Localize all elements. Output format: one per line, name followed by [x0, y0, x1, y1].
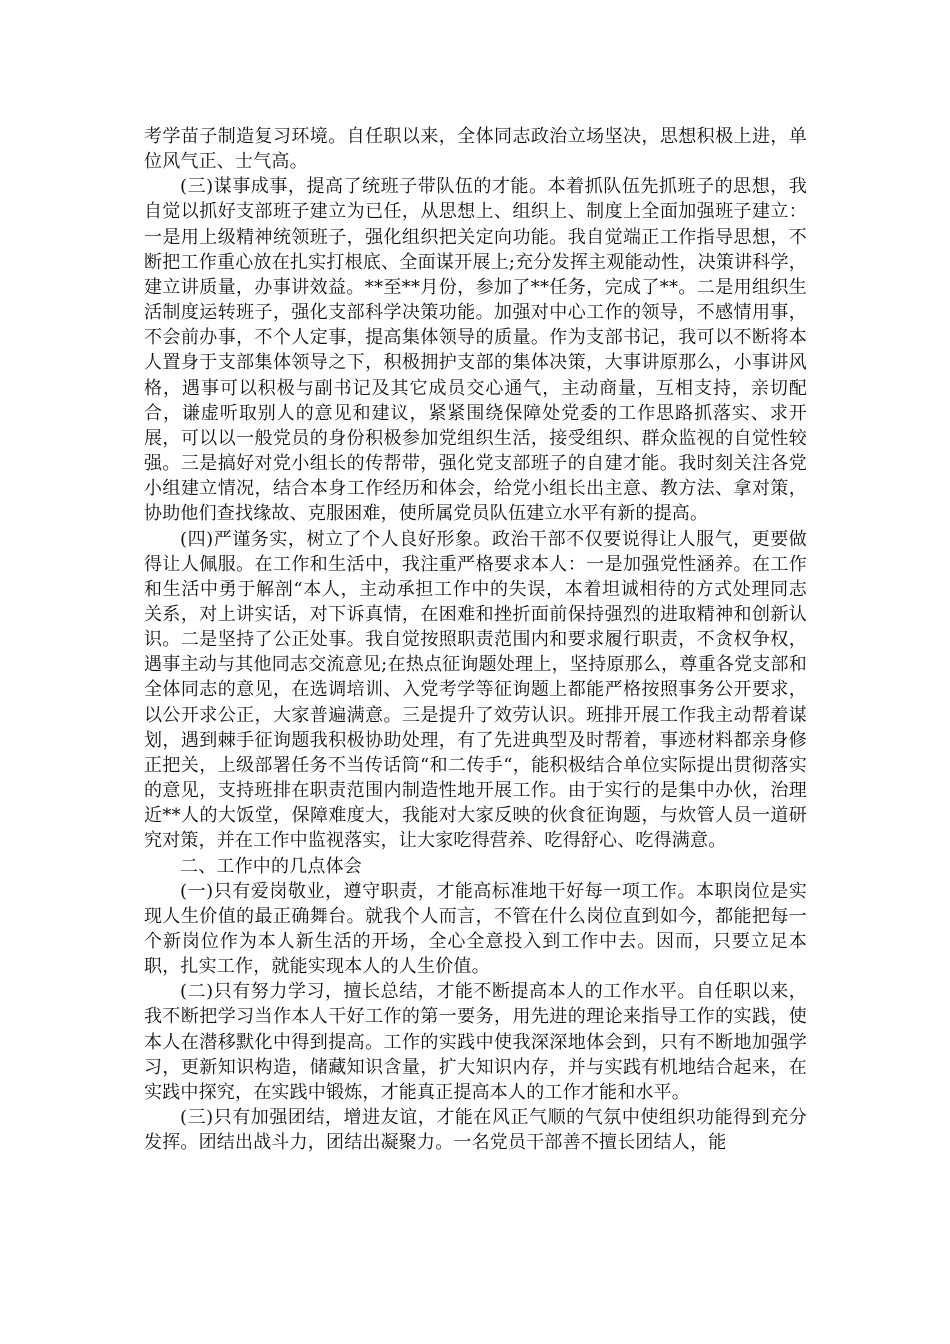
- document-page: [144, 124, 807, 1155]
- paragraph-lesson-1: (一)只有爱岗敬业，遵守职责，才能高标准地干好每一项工作。本职岗位是实现人生价值的最正确舞台。就我个人而言，不管在什么岗位直到如今，都能把每一个新岗位作为本人新生活的开场，全心全意投入到工作中去。因而，只要立足本职，扎实工作，就能实现本人的人生价值。: [144, 880, 807, 978]
- section-heading: 二、工作中的几点体会: [180, 855, 362, 877]
- paragraph-section-3: (三)谋事成事，提高了统班子带队伍的才能。本着抓队伍先抓班子的思想，我自觉以抓好支部班子建立为已任，从思想上、组织上、制度上全面加强班子建立：一是用上级精神统领班子，强化组织把关定向功能。我自觉端正工作指导思想，不断把工作重心放在扎实打根底、全面谋开展上;充分发挥主观能动性，决策讲科学，建立讲质量，办事讲效益。**至**月份，参加了**任务，完成了**。二是用组织生活制度运转班子，强化支部科学决策功能。加强对中心工作的领导，不感情用事，不会前办事，不个人定事，提高集体领导的质量。作为支部书记，我可以不断将本人置身于支部集体领导之下，积极拥护支部的集体决策，大事讲原那么，小事讲风格，遇事可以积极与副书记及其它成员交心通气，主动商量，互相支持，亲切配合，谦虚听取别人的意见和建议，紧紧围绕保障处党委的工作思路抓落实、求开展，可以以一般党员的身份积极参加党组织生活，接受组织、群众监视的自觉性较强。三是搞好对党小组长的传帮带，强化党支部班子的自建才能。我时刻关注各党小组建立情况，结合本身工作经历和体会，给党小组长出主意、教方法、拿对策，协助他们查找缘故、克服困难，使所属党员队伍建立水平有新的提高。: [144, 176, 807, 525]
- paragraph-section-4: (四)严谨务实，树立了个人良好形象。政治干部不仅要说得让人服气，更要做得让人佩服。在工作和生活中，我注重严格要求本人：一是加强党性涵养。在工作和生活中勇于解剖“本人，主动承担工作中的失误，本着坦诚相待的方式处理同志关系，对上讲实话，对下诉真情，在困难和挫折面前保持强烈的进取精神和创新认识。二是坚持了公正处事。我自觉按照职责范围内和要求履行职责，不贪权争权，遇事主动与其他同志交流意见;在热点征询题处理上，坚持原那么，尊重各党支部和全体同志的意见，在选调培训、入党考学等征询题上都能严格按照事务公开要求，以公开求公正，大家普遍满意。三是提升了效劳认识。班排开展工作我主动帮着谋划，遇到棘手征询题我积极协助处理，有了先进典型及时帮着，事迹材料都亲身修正把关，上级部署任务不当传话筒“和二传手“，能积极结合单位实际提出贯彻落实的意见，支持班排在职责范围内制造性地开展工作。由于实行的是集中办伙，治理近**人的大饭堂，保障难度大，我能对大家反映的伙食征询题，与炊管人员一道研究对策，并在工作中监视落实，让大家吃得营养、吃得舒心、吃得满意。: [144, 528, 807, 852]
- paragraph-lesson-2: (二)只有努力学习，擅长总结，才能不断提高本人的工作水平。自任职以来，我不断把学习当作本人干好工作的第一要务，用先进的理论来指导工作的实践，使本人在潜移默化中得到提高。工作的实践中使我深深地体会到，只有不断地加强学习，更新知识构造，储藏知识含量，扩大知识内存，并与实践有机地结合起来，在实践中探究，在实践中锻炼，才能真正提高本人的工作才能和水平。: [144, 981, 807, 1103]
- paragraph-lesson-3: (三)只有加强团结，增进友谊，才能在风正气顺的气氛中使组织功能得到充分发挥。团结出战斗力，团结出凝聚力。一名党员干部善不擅长团结人，能: [144, 1107, 807, 1154]
- paragraph-continuation: 考学苗子制造复习环境。自任职以来，全体同志政治立场坚决，思想积极上进，单位风气正、士气高。: [144, 126, 807, 173]
